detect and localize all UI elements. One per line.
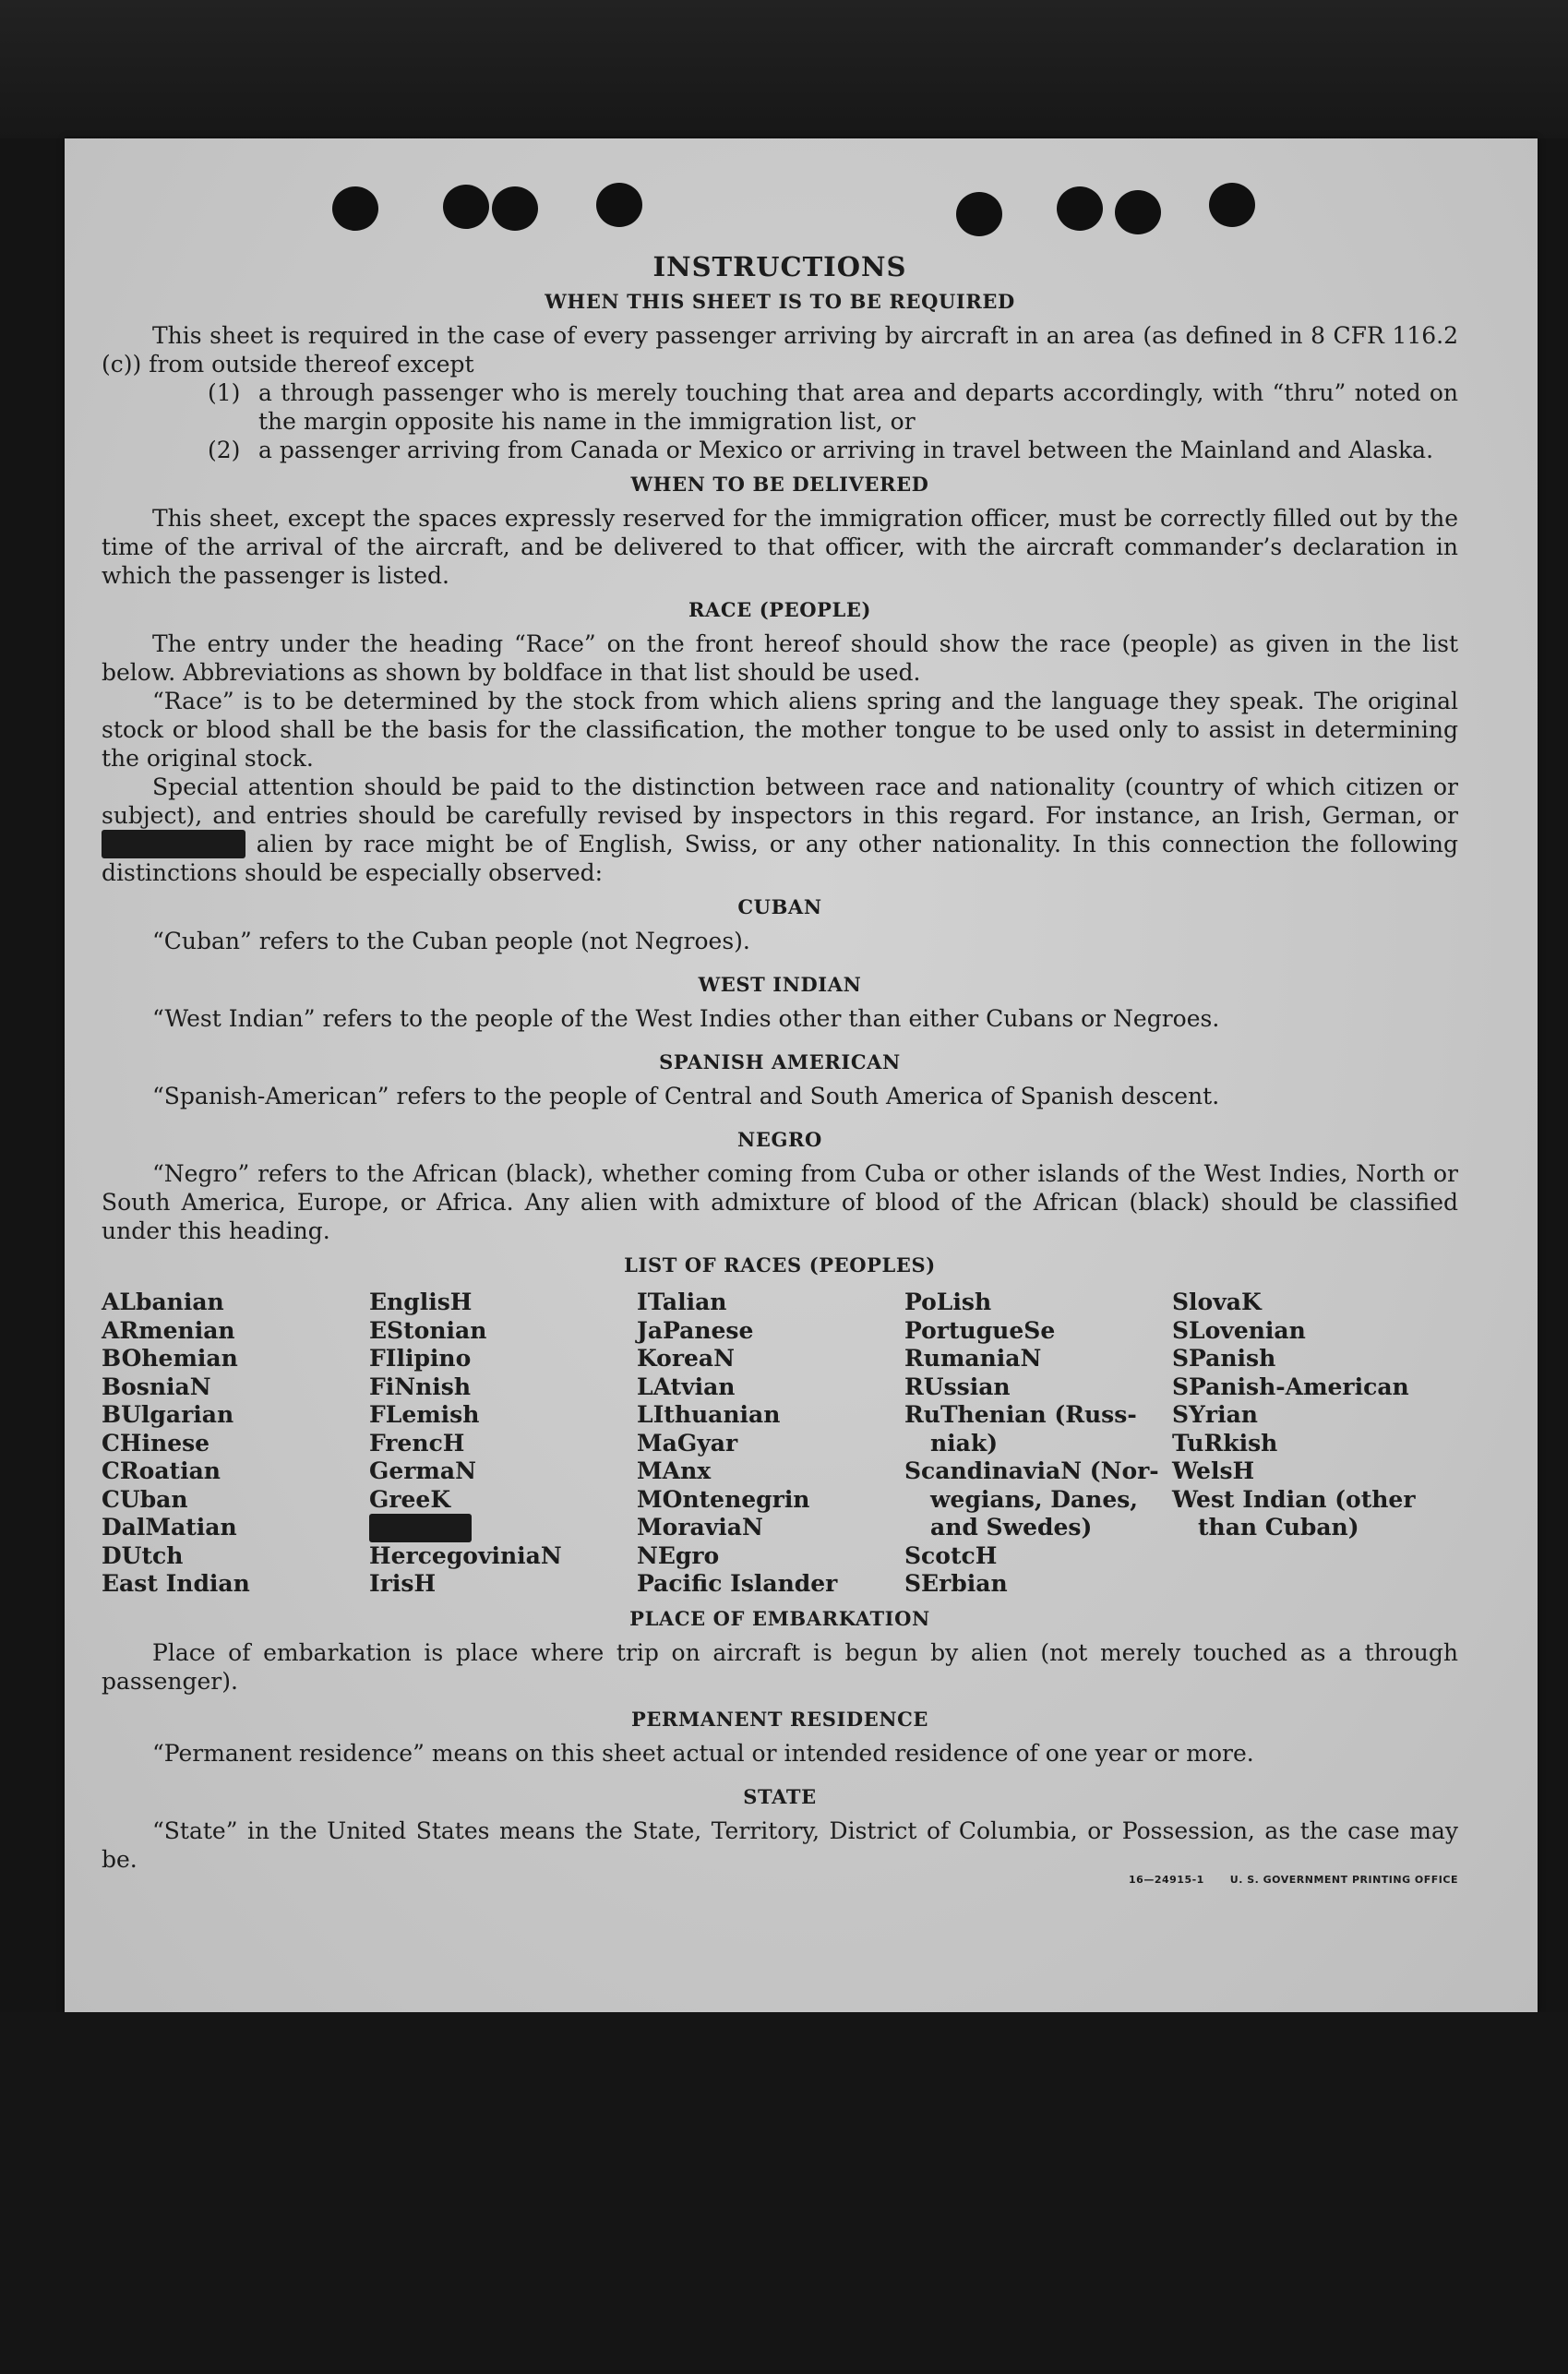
scan-background-bottom [0, 2012, 1568, 2374]
race-entry: FrencH [369, 1429, 465, 1457]
punch-hole [1057, 186, 1103, 231]
race-paragraph-3 [102, 773, 1458, 887]
exception-text: a through passenger who is merely touching that area and departs accordingly, with “thru” noted on the margin opposite his name in the immigration list, or [258, 379, 1458, 435]
section-heading-delivered: WHEN TO BE DELIVERED [630, 473, 929, 496]
embarkation-text: Place of embarkation is place where trip on aircraft is begun by alien (not merely touched as a through passenger). [102, 1638, 1458, 1695]
race-paragraph-1: The entry under the heading “Race” on the front hereof should show the race (people) as given in the list below. Abbreviations as shown by boldface in that list should be used. [102, 630, 1458, 686]
redacted-word [369, 1514, 472, 1542]
race-entry: ScotcH [904, 1541, 998, 1569]
race-entry: TuRkish [1172, 1429, 1278, 1457]
section-heading-west-indian: WEST INDIAN [698, 973, 862, 996]
race-entry: HercegoviniaN [369, 1541, 562, 1569]
exception-number: (2) [208, 437, 241, 463]
race-entry: MOntenegrin [637, 1485, 810, 1513]
exception-item [208, 436, 1458, 464]
race-entry: WelsH [1172, 1457, 1255, 1484]
races-column [904, 1289, 1172, 1599]
race-entry: PortugueSe [904, 1316, 1056, 1344]
race-entry: SYrian [1172, 1401, 1258, 1428]
race-entry: MaGyar [637, 1429, 738, 1457]
race-entry: KoreaN [637, 1345, 735, 1372]
punch-hole [596, 183, 642, 227]
race-entry: CUban [102, 1485, 188, 1513]
punch-hole [1115, 190, 1161, 234]
delivered-text: This sheet, except the spaces expressly reserved for the immigration officer, must be correctly filled out by the time of the arrival of the aircraft, and be delivered to that officer, with the aircraft commander’s declaration in which the passenger is listed. [102, 505, 1458, 589]
page-title: INSTRUCTIONS [652, 251, 907, 282]
race-entry: GreeK [369, 1485, 451, 1513]
race-entry: SLovenian [1172, 1316, 1306, 1344]
section-heading-state: STATE [743, 1784, 817, 1808]
races-column [1172, 1289, 1440, 1599]
race-entry: CRoatian [102, 1457, 221, 1484]
section-heading-cuban: CUBAN [737, 895, 822, 918]
section-heading-residence: PERMANENT RESIDENCE [630, 1707, 929, 1731]
section-heading-required: WHEN THIS SHEET IS TO BE REQUIRED [545, 290, 1015, 313]
race-paragraph-2: “Race” is to be determined by the stock from which aliens spring and the language they speak. The original stock or blood shall be the basis for the classification, the mother tongue to be used only to assist in determining the original stock. [102, 688, 1458, 772]
negro-text: “Negro” refers to the African (black), whether coming from Cuba or other islands of the West Indies, North or South America, Europe, or Africa. Any alien with admixture of blood of the African (black) should be classified under this heading. [102, 1160, 1458, 1244]
west-indian-text: “West Indian” refers to the people of the West Indies other than either Cubans or Negroes. [152, 1005, 1220, 1032]
section-heading-negro: NEGRO [737, 1128, 822, 1151]
race-entry: JaPanese [637, 1316, 754, 1344]
instructions-content [102, 253, 1458, 1894]
race-entry: BosniaN [102, 1373, 211, 1400]
form-number: 16—24915-1 [1129, 1873, 1204, 1886]
redacted-word [102, 830, 245, 858]
required-intro: This sheet is required in the case of every passenger arriving by aircraft in an area (as defined in 8 CFR 116.2 (c)) from outside thereof except [102, 322, 1458, 378]
race-entry-continuation: than Cuban) [1198, 1514, 1359, 1541]
race-entry: FLemish [369, 1401, 480, 1428]
race-entry: ALbanian [102, 1289, 224, 1315]
section-heading-embarkation: PLACE OF EMBARKATION [629, 1606, 930, 1630]
race-entry: FIlipino [369, 1345, 472, 1372]
punch-hole [492, 186, 538, 231]
race-entry: PoLish [904, 1289, 992, 1315]
race-entry-continuation: niak) [930, 1429, 999, 1457]
race-entry: EnglisH [369, 1289, 473, 1315]
race-entry: MAnx [637, 1457, 712, 1484]
race-entry: SPanish-American [1172, 1373, 1409, 1400]
race-entry-redacted [369, 1514, 637, 1542]
race-entry: NEgro [637, 1541, 720, 1569]
race-entry: EStonian [369, 1316, 487, 1344]
race-entry: ITalian [637, 1289, 727, 1315]
race-entry: RumaniaN [904, 1345, 1042, 1372]
race-entry-continuation: wegians, Danes, [930, 1485, 1138, 1513]
race-entry: ARmenian [102, 1316, 235, 1344]
race-entry: MoraviaN [637, 1514, 763, 1541]
document-page [65, 138, 1538, 2012]
exception-item [208, 378, 1458, 436]
spanish-american-text: “Spanish-American” refers to the people of Central and South America of Spanish descent. [152, 1083, 1220, 1109]
punch-hole [332, 186, 378, 231]
race-paragraph-3-start: Special attention should be paid to the distinction between race and nationality (country of which citizen or subject), and entries should be carefully revised by inspectors in this regard. For instance, an Irish, German, or [102, 773, 1458, 829]
race-entry: SPanish [1172, 1345, 1276, 1372]
races-column [637, 1289, 904, 1599]
races-list [102, 1289, 1458, 1599]
race-entry: BOhemian [102, 1345, 238, 1372]
residence-text: “Permanent residence” means on this sheet actual or intended residence of one year or more. [152, 1739, 1254, 1767]
races-list-heading: LIST OF RACES (PEOPLES) [624, 1253, 936, 1277]
race-entry: FiNnish [369, 1373, 472, 1400]
exception-number: (1) [208, 379, 241, 406]
race-entry: SErbian [904, 1570, 1008, 1597]
race-entry: East Indian [102, 1570, 250, 1597]
race-entry: SlovaK [1172, 1289, 1262, 1315]
race-entry: West Indian (other [1172, 1485, 1416, 1513]
race-entry: DalMatian [102, 1514, 237, 1541]
section-heading-spanish-american: SPANISH AMERICAN [659, 1050, 901, 1073]
exception-text: a passenger arriving from Canada or Mexico or arriving in travel between the Mainland and Alaska. [258, 437, 1434, 463]
races-column [102, 1289, 369, 1599]
race-entry: Pacific Islander [637, 1570, 838, 1597]
section-heading-race: RACE (PEOPLE) [688, 598, 872, 621]
race-paragraph-3-end: alien by race might be of English, Swiss, or any other nationality. In this connection the following distinctions should be especially observed: [102, 831, 1458, 886]
race-entry: DUtch [102, 1541, 184, 1569]
race-entry: LAtvian [637, 1373, 736, 1400]
race-entry: CHinese [102, 1429, 210, 1457]
races-column [369, 1289, 637, 1599]
race-entry: ScandinaviaN (Nor- [904, 1457, 1159, 1484]
race-entry: GermaN [369, 1457, 476, 1484]
race-entry: BUlgarian [102, 1401, 234, 1428]
race-entry-continuation: and Swedes) [930, 1514, 1093, 1541]
punch-hole [443, 185, 489, 229]
punch-hole [956, 192, 1002, 236]
race-entry: LIthuanian [637, 1401, 781, 1428]
race-entry: RUssian [904, 1373, 1011, 1400]
state-text: “State” in the United States means the State, Territory, District of Columbia, or Possession, as the case may be. [102, 1816, 1458, 1873]
printer-name: U. S. GOVERNMENT PRINTING OFFICE [1229, 1873, 1458, 1886]
punch-hole [1209, 183, 1255, 227]
race-entry: RuThenian (Russ- [904, 1401, 1137, 1428]
race-entry: IrisH [369, 1570, 437, 1597]
scan-background-top [0, 0, 1568, 138]
cuban-text: “Cuban” refers to the Cuban people (not Negroes). [152, 928, 750, 954]
